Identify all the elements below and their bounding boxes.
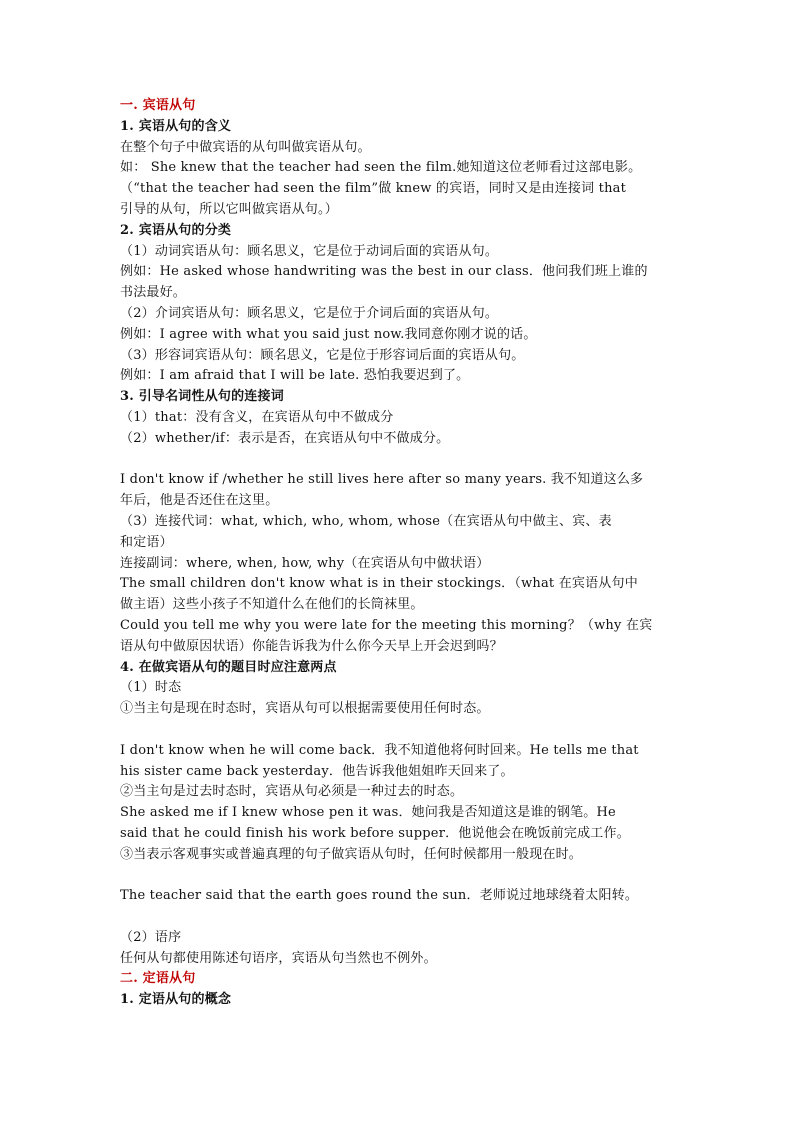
- text-line: 例如：I agree with what you said just now.我同意你刚才说的话。: [120, 326, 537, 342]
- section-heading: 二. 定语从句: [120, 971, 196, 987]
- subsection-heading: 1. 定语从句的概念: [120, 992, 232, 1008]
- section-heading: 一. 宾语从句: [120, 98, 196, 113]
- subsection-heading: 4. 在做宾语从句的题目时应注意两点: [120, 659, 337, 675]
- text-line: I don't know if /whether he still lives here after so many years. 我不知道这么多: [120, 472, 644, 488]
- blank-line: [120, 865, 680, 886]
- text-line: 书法最好。: [120, 285, 187, 301]
- text-line: （2）whether/if：表示是否，在宾语从句中不做成分。: [120, 430, 450, 446]
- text-line: The teacher said that the earth goes round the sun．老师说过地球绕着太阳转。: [120, 888, 639, 904]
- text-line: （1）that：没有含义，在宾语从句中不做成分: [120, 409, 394, 425]
- text-line: （1）动词宾语从句：顾名思义，它是位于动词后面的宾语从句。: [120, 243, 499, 259]
- text-line: 和定语）: [120, 534, 173, 550]
- blank-line: [120, 720, 680, 741]
- text-line: （3）形容词宾语从句：顾名思义，它是位于形容词后面的宾语从句。: [120, 347, 525, 363]
- text-line: I don't know when he will come back．我不知道他将何时回来。He tells me that: [120, 742, 639, 758]
- text-line: 年后，他是否还住在这里。: [120, 493, 279, 509]
- text-line: 在整个句子中做宾语的从句叫做宾语从句。: [120, 139, 371, 155]
- document-body: [120, 96, 680, 1011]
- text-line: 任何从句都使用陈述句语序，宾语从句当然也不例外。: [120, 950, 437, 966]
- text-line: Could you tell me why you were late for the meeting this morning？（why 在宾: [120, 617, 653, 633]
- text-line: ③当表示客观事实或普遍真理的句子做宾语从句时，任何时候都用一般现在时。: [120, 846, 583, 862]
- text-line: （2）语序: [120, 929, 182, 945]
- text-line: his sister came back yesterday．他告诉我他姐姐昨天回来了。: [120, 763, 514, 779]
- text-line: 引导的从句，所以它叫做宾语从句。）: [120, 201, 338, 217]
- subsection-heading: 3. 引导名词性从句的连接词: [120, 389, 284, 405]
- text-line: （2）介词宾语从句：顾名思义，它是位于介词后面的宾语从句。: [120, 305, 499, 321]
- text-line: （“that the teacher had seen the film”做 knew 的宾语，同时又是由连接词 that: [120, 181, 627, 197]
- text-line: 做主语）这些小孩子不知道什么在他们的长筒袜里。: [120, 597, 424, 613]
- text-line: ②当主句是过去时态时，宾语从句必须是一种过去的时态。: [120, 784, 464, 800]
- text-line: 连接副词：where, when, how, why（在宾语从句中做状语）: [120, 555, 490, 571]
- text-line: said that he could finish his work before supper．他说他会在晚饭前完成工作。: [120, 825, 630, 841]
- text-line: ①当主句是现在时态时，宾语从句可以根据需要使用任何时态。: [120, 701, 490, 717]
- text-line: The small children don't know what is in their stockings．（what 在宾语从句中: [120, 576, 638, 592]
- text-line: （3）连接代词：what, which, who, whom, whose（在宾语从句中做主、宾、表: [120, 513, 612, 529]
- text-line: 语从句中做原因状语）你能告诉我为什么你今天早上开会迟到吗？: [120, 638, 503, 654]
- text-line: 例如：I am afraid that I will be late. 恐怕我要迟到了。: [120, 368, 470, 384]
- subsection-heading: 1. 宾语从句的含义: [120, 118, 232, 134]
- text-line: She asked me if I knew whose pen it was．她问我是否知道这是谁的钢笔。He: [120, 805, 616, 821]
- blank-line: [120, 907, 680, 928]
- text-line: （1）时态: [120, 680, 182, 696]
- subsection-heading: 2. 宾语从句的分类: [120, 222, 232, 238]
- text-line: 如： She knew that the teacher had seen the film.她知道这位老师看过这部电影。: [120, 160, 642, 176]
- text-line: 例如：He asked whose handwriting was the best in our class．他问我们班上谁的: [120, 264, 648, 280]
- blank-line: [120, 450, 680, 471]
